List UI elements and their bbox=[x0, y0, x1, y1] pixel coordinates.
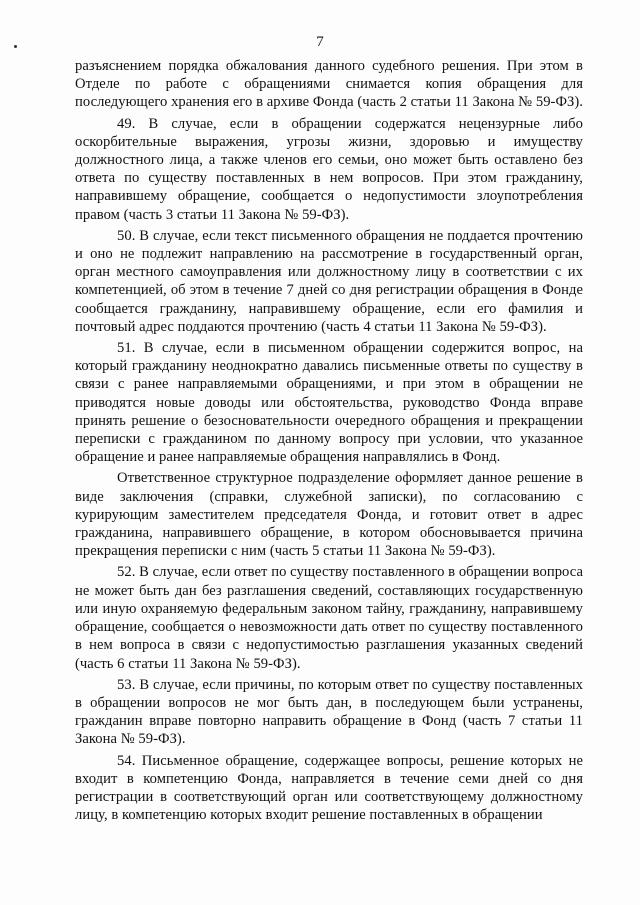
paragraph-50: 50. В случае, если текст письменного обращения не поддается прочтению и оно не подлежит направлению на рассмотрение в государственный орган, орган местного самоуправления или должностному лицу в соответствии с их компетенцией, об этом в течение 7 дней со дня регистрации обращения в Фонде сообщается гражданину, направившему обращение, если его фамилия и почтовый адрес поддаются прочтению (часть 4 статьи 11 Закона № 59-ФЗ). bbox=[75, 227, 583, 335]
paragraph-51: 51. В случае, если в письменном обращении содержится вопрос, на который гражданину неоднократно давались письменные ответы по существу в связи с ранее направляемыми обращениями, и при этом в обращении не приводятся новые доводы или обстоятельства, руководство Фонда вправе принять решение о безосновательности очередного обращения и прекращении переписки с гражданином по данному вопросу при условии, что указанное обращение и ранее направляемые обращения направлялись в Фонд. bbox=[75, 340, 583, 466]
page-number: 7 bbox=[316, 34, 324, 50]
paragraph-49: 49. В случае, если в обращении содержатся нецензурные либо оскорбительные выражения, угрозы жизни, здоровью и имуществу должностного лица, а также членов его семьи, оно может быть оставлено без ответа по существу поставленных в нем вопросов. При этом гражданину, направившему обращение, сообщается о недопустимости злоупотребления правом (часть 3 статьи 11 Закона № 59-ФЗ). bbox=[75, 115, 583, 223]
document-body bbox=[75, 57, 583, 827]
paragraph-continuation: разъяснением порядка обжалования данного судебного решения. При этом в Отделе по работе с обращениями снимается копия обращения для последующего хранения его в архиве Фонда (часть 2 статьи 11 Закона № 59-ФЗ). bbox=[75, 58, 583, 111]
paragraph-53: 53. В случае, если причины, по которым ответ по существу поставленных в обращении вопросов не мог быть дан, в последующем были устранены, гражданин вправе повторно направить обращение в Фонд (часть 7 статьи 11 Закона № 59-ФЗ). bbox=[75, 676, 583, 748]
paragraph-54: 54. Письменное обращение, содержащее вопросы, решение которых не входит в компетенцию Фонда, направляется в течение семи дней со дня регистрации в соответствующий орган или соответствующему должностному лицу, в компетенцию которых входит решение поставленных в обращении bbox=[75, 752, 583, 824]
paragraph-52: 52. В случае, если ответ по существу поставленного в обращении вопроса не может быть дан без разглашения сведений, составляющих государственную или иную охраняемую федеральным законом тайну, гражданину, направившему обращение, сообщается о невозможности дать ответ по существу поставленного в нем вопроса в связи с недопустимостью разглашения указанных сведений (часть 6 статьи 11 Закона № 59-ФЗ). bbox=[75, 564, 583, 672]
paragraph-51-decision: Ответственное структурное подразделение оформляет данное решение в виде заключения (справки, служебной записки), по согласованию с курирующим заместителем председателя Фонда, и готовит ответ в адрес гражданина, направившего обращение, в котором обосновывается причина прекращения переписки с ним (часть 5 статьи 11 Закона № 59-ФЗ). bbox=[75, 470, 583, 560]
